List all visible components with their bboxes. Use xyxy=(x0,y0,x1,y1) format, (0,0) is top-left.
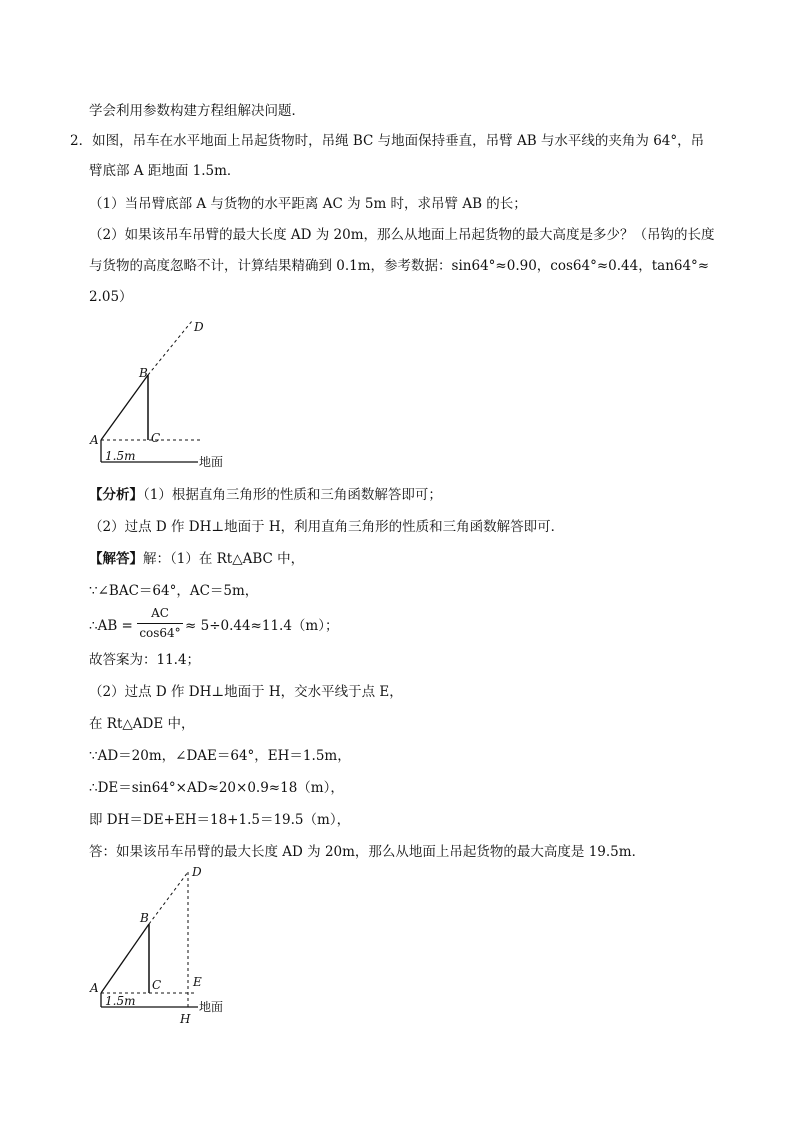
text-line: 在 Rt△ADE 中， xyxy=(89,716,195,732)
text-line: ∵∠BAC＝64°，AC＝5m， xyxy=(89,583,259,599)
text-line: 臂底部 A 距地面 1.5m． xyxy=(89,163,241,179)
label-h: H xyxy=(180,1012,191,1024)
question-1: （1）当吊臂底部 A 与货物的水平距离 AC 为 5m 时，求吊臂 AB 的长； xyxy=(89,196,527,212)
label-b: B xyxy=(140,911,149,925)
ground-label: 地面 xyxy=(199,1000,224,1014)
arm-ab xyxy=(101,375,148,440)
arm-extension-ad xyxy=(149,872,188,924)
text-line: 2.05） xyxy=(89,289,133,305)
figure-1-diagram xyxy=(88,318,268,468)
figure-2-diagram xyxy=(88,864,268,1024)
solution-tag: 【解答】 xyxy=(89,551,143,567)
text-line: 学会利用参数构建方程组解决问题． xyxy=(89,103,305,119)
formula-lhs: ∴AB = xyxy=(89,618,133,634)
label-a: A xyxy=(90,981,99,995)
answer-line: 答：如果该吊车吊臂的最大长度 AD 为 20m，那么从地面上吊起货物的最大高度是 19.5m． xyxy=(89,844,646,860)
label-e: E xyxy=(193,975,202,989)
text-line: （2）过点 D 作 DH⊥地面于 H，交水平线于点 E， xyxy=(89,684,403,700)
arm-ab xyxy=(101,924,149,993)
text-line: 与货物的高度忽略不计，计算结果精确到 0.1m，参考数据：sin64°≈0.90，cos64°≈0.44，tan64°≈ xyxy=(89,258,710,274)
problem-statement: 2．如图，吊车在水平地面上吊起货物时，吊绳 BC 与地面保持垂直，吊臂 AB 与水平线的夹角为 64°，吊 xyxy=(70,133,705,149)
fraction-bar xyxy=(137,623,183,624)
fraction-numerator: AC xyxy=(151,606,169,620)
label-b: B xyxy=(139,366,148,380)
label-d: D xyxy=(194,320,204,334)
question-2: （2）如果该吊车吊臂的最大长度 AD 为 20m，那么从地面上吊起货物的最大高度是多少？（吊钩的长度 xyxy=(89,227,715,243)
text-line: （2）过点 D 作 DH⊥地面于 H，利用直角三角形的性质和三角函数解答即可． xyxy=(89,519,565,535)
arm-extension-ad xyxy=(148,321,192,375)
label-a: A xyxy=(90,433,99,447)
label-d: D xyxy=(192,865,202,879)
solution-text: 解：（1）在 Rt△ABC 中， xyxy=(143,551,305,567)
analysis-line xyxy=(89,486,442,504)
text-line: ∴DE＝sin64°×AD≈20×0.9≈18（m）， xyxy=(89,780,344,796)
label-c: C xyxy=(152,978,162,992)
analysis-tag: 【分析】 xyxy=(89,487,143,503)
text-line: ∵AD＝20m，∠DAE＝64°，EH＝1.5m， xyxy=(89,748,351,764)
solution-line xyxy=(89,550,304,568)
formula-rhs: ≈ 5÷0.44≈11.4（m）； xyxy=(185,618,339,634)
fraction-denominator: cos64° xyxy=(139,626,181,640)
text-line: 即 DH＝DE+EH＝18+1.5＝19.5（m）， xyxy=(89,812,351,828)
ground-label: 地面 xyxy=(199,455,224,468)
height-label: 1.5m xyxy=(105,994,136,1008)
analysis-text: （1）根据直角三角形的性质和三角函数解答即可； xyxy=(143,487,442,503)
label-c: C xyxy=(151,431,161,445)
height-label: 1.5m xyxy=(105,449,136,463)
text-line: 故答案为：11.4； xyxy=(89,652,201,668)
